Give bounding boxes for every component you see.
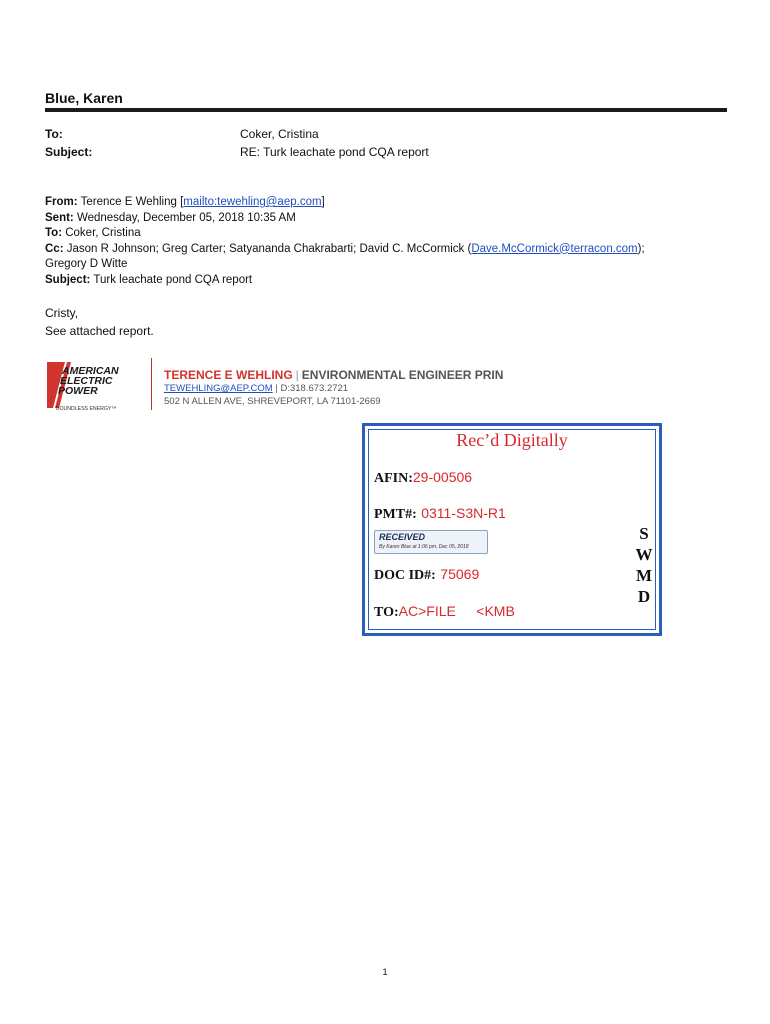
signature-email-link[interactable]: TEWEHLING@AEP.COM [164, 383, 273, 394]
cc-value: Jason R Johnson; Greg Carter; Satyananda Chakrabarti; David C. McCormick ( [66, 242, 472, 255]
fwd-subject-value: Turk leachate pond CQA report [93, 273, 253, 286]
message-greeting: Cristy, [45, 306, 79, 320]
mailbox-owner-name: Blue, Karen [45, 90, 123, 106]
from-close: ] [321, 196, 325, 208]
fwd-to-label: To: [45, 227, 63, 239]
page-number: 1 [382, 967, 388, 977]
afin-label: AFIN: [374, 471, 413, 486]
fwd-subject-line [45, 273, 735, 289]
received-badge-title: RECEIVED [379, 532, 426, 542]
received-badge [374, 530, 488, 554]
sent-value: Wednesday, December 05, 2018 10:35 AM [76, 211, 296, 224]
cc-label: Cc: [45, 242, 64, 255]
subject-value: RE: Turk leachate pond CQA report [240, 145, 429, 159]
fwd-to-value: Coker, Cristina [65, 227, 141, 239]
logo-line-3: POWER [58, 385, 98, 397]
doc-id-value: 75069 [440, 566, 480, 582]
side-letter: S [639, 524, 649, 543]
afin-value: 29-00506 [412, 469, 473, 485]
stamp-to-value: AC>FILE [398, 603, 456, 619]
logo-line-2: ELECTRIC [60, 375, 113, 387]
sent-label: Sent: [45, 211, 74, 224]
side-letter: W [635, 545, 653, 564]
stamp-side-letters [630, 523, 658, 607]
signature-name-line [164, 368, 503, 382]
stamp-to-row [374, 603, 515, 621]
aep-logo-icon [45, 360, 145, 414]
cc-email-link[interactable]: Dave.McCormick@terracon.com [471, 242, 638, 255]
cc-line [45, 242, 735, 258]
header-rule [45, 108, 727, 112]
logo-tagline: BOUNDLESS ENERGY™ [56, 406, 117, 412]
subject-label: Subject: [45, 145, 93, 159]
forwarded-header [45, 195, 735, 288]
to-label: To: [45, 127, 63, 141]
signature-separator: | [295, 368, 299, 382]
signature-contact-line [164, 383, 348, 394]
from-name: Terence E Wehling [ [80, 196, 184, 208]
stamp-afin-row [374, 469, 472, 487]
doc-id-label: DOC ID#: [374, 568, 436, 583]
stamp-title: Rec’d Digitally [456, 430, 568, 450]
side-letter: D [637, 587, 651, 606]
stamp-to-initials: <KMB [476, 603, 515, 619]
pmt-label: PMT#: [374, 507, 417, 522]
fwd-to-line [45, 226, 735, 242]
signature-address: 502 N ALLEN AVE, SHREVEPORT, LA 71101-2669 [164, 396, 381, 407]
stamp-doc-row [374, 566, 479, 584]
cc-line-2: Gregory D Witte [45, 258, 128, 270]
from-email-link[interactable]: mailto:tewehling@aep.com [183, 196, 322, 208]
signature-phone: | D:318.673.2721 [272, 383, 349, 394]
stamp-to-label: TO: [374, 605, 399, 620]
to-value: Coker, Cristina [240, 127, 319, 141]
from-line [45, 195, 735, 211]
side-letter: M [635, 566, 653, 585]
signature-title: ENVIRONMENTAL ENGINEER PRIN [301, 368, 504, 382]
stamp-pmt-row [374, 505, 506, 523]
from-label: From: [45, 196, 78, 208]
received-badge-sub: By Karen Blue at 1:06 pm, Dec 05, 2018 [379, 544, 469, 550]
cc-close: ); [637, 242, 645, 255]
logo-line-1: AMERICAN [62, 365, 119, 377]
message-body: See attached report. [45, 324, 154, 338]
sent-line [45, 211, 735, 227]
signature-divider [151, 358, 152, 410]
fwd-subject-label: Subject: [45, 273, 91, 286]
signature-name: TERENCE E WEHLING [164, 368, 293, 382]
pmt-value: 0311-S3N-R1 [421, 505, 506, 521]
